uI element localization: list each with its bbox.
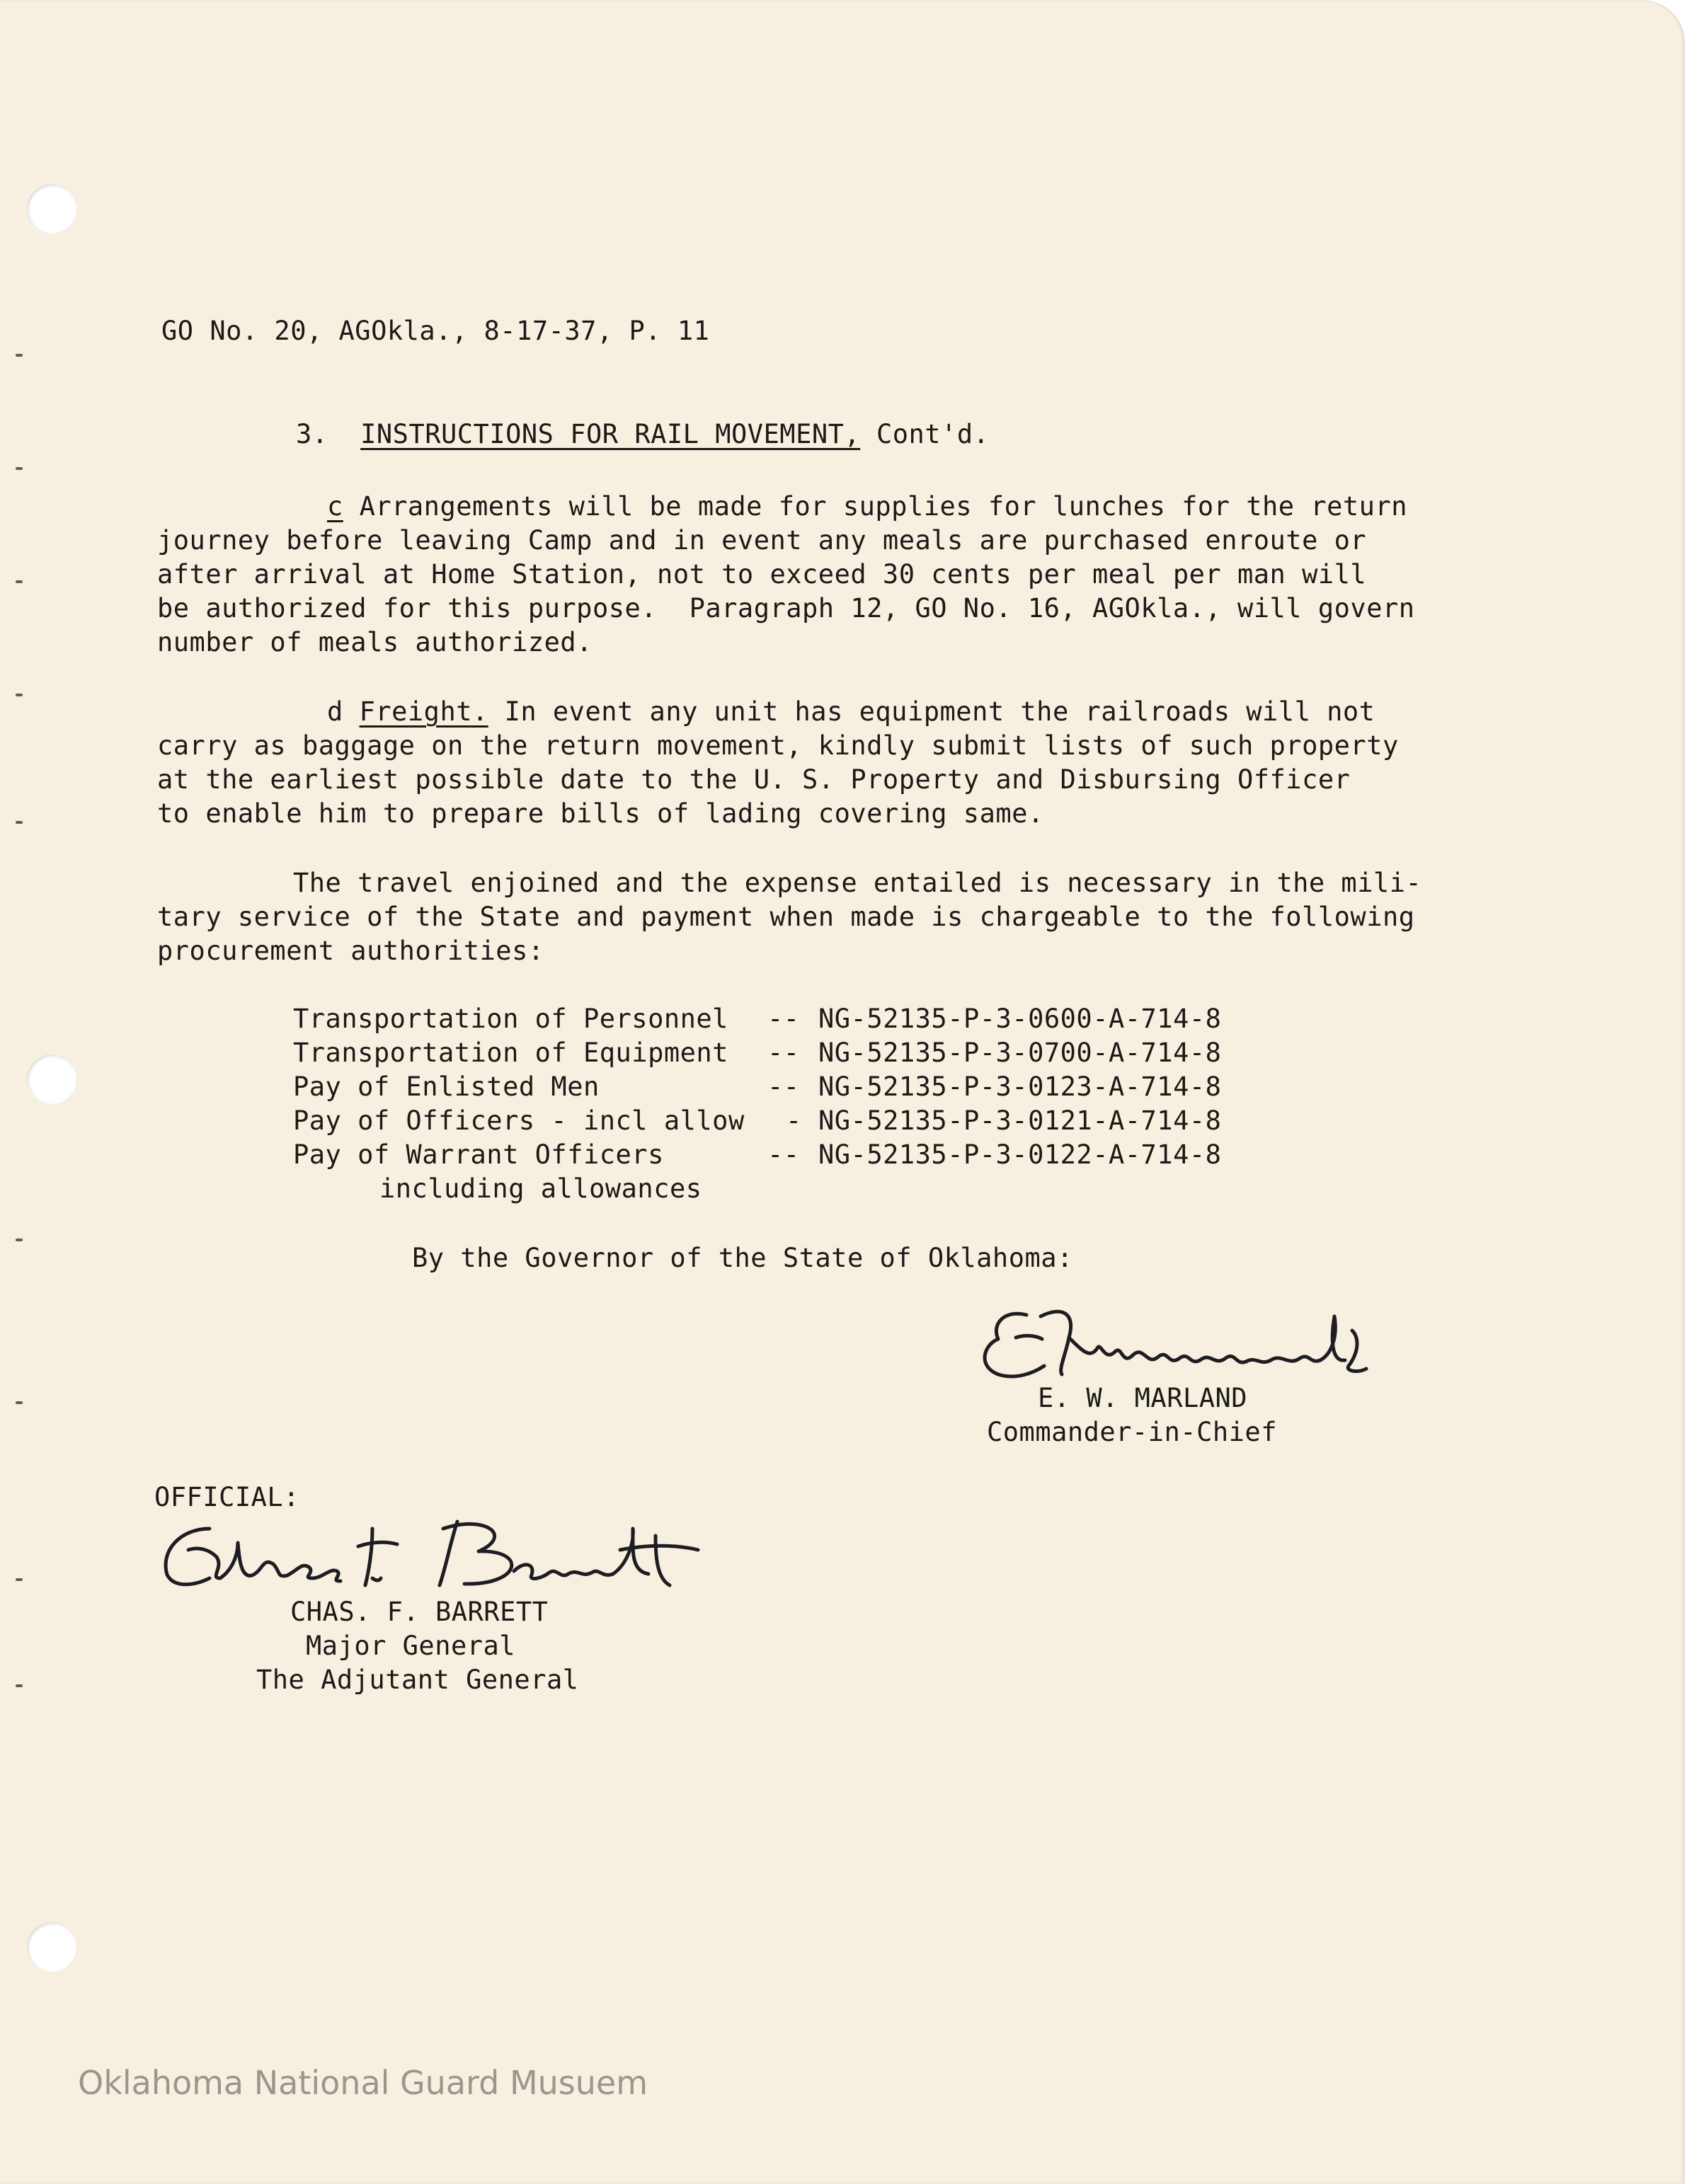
para-d-line-1: d Freight. In event any unit has equipment the railroads will not	[327, 696, 1375, 727]
authority-label: Pay of Warrant Officers	[293, 1139, 664, 1170]
authority-dash: -	[786, 1105, 802, 1136]
authority-label: Transportation of Personnel	[293, 1004, 728, 1034]
para-c-line-5: number of meals authorized.	[157, 627, 593, 657]
para-c-line-2: journey before leaving Camp and in event any meals are purchased enroute or	[157, 525, 1367, 556]
authority-dash: --	[767, 1139, 800, 1170]
authority-code: NG-52135-P-3-0600-A-714-8	[818, 1004, 1222, 1034]
official-name: CHAS. F. BARRETT	[290, 1597, 549, 1627]
margin-mark	[16, 580, 23, 583]
authority-label: Pay of Enlisted Men	[293, 1071, 600, 1102]
official-label: OFFICIAL:	[154, 1482, 299, 1512]
para-c-line-1: c Arrangements will be made for supplies for lunches for the return	[327, 491, 1407, 522]
governor-title: Commander-in-Chief	[987, 1417, 1277, 1447]
section-title-suffix: Cont'd.	[860, 419, 990, 449]
authority-code: NG-52135-P-3-0700-A-714-8	[818, 1038, 1222, 1068]
para-d-line-4: to enable him to prepare bills of lading covering same.	[157, 798, 1044, 829]
margin-mark	[16, 821, 23, 824]
margin-mark	[16, 1401, 23, 1404]
authority-label: Pay of Officers - incl allow	[293, 1105, 745, 1136]
authority-dash: --	[767, 1038, 800, 1068]
authority-code: NG-52135-P-3-0123-A-714-8	[818, 1071, 1222, 1102]
travel-line-3: procurement authorities:	[157, 936, 544, 966]
margin-mark	[16, 1684, 23, 1687]
official-title: The Adjutant General	[256, 1665, 579, 1695]
authority-code: NG-52135-P-3-0122-A-714-8	[818, 1139, 1222, 1170]
section-number: 3.	[296, 419, 328, 449]
para-c-letter: c	[327, 491, 343, 522]
margin-mark	[16, 1238, 23, 1241]
museum-watermark: Oklahoma National Guard Musuem	[78, 2064, 648, 2102]
document-reference: GO No. 20, AGOkla., 8-17-37, P. 11	[161, 316, 710, 346]
governor-by-line: By the Governor of the State of Oklahoma:	[412, 1243, 1073, 1273]
section-heading	[296, 418, 989, 452]
travel-line-1: The travel enjoined and the expense entailed is necessary in the mili-	[293, 868, 1422, 898]
official-rank: Major General	[306, 1631, 516, 1661]
para-d-letter: d	[327, 696, 343, 727]
barrett-signature	[160, 1507, 705, 1607]
authority-label: Transportation of Equipment	[293, 1038, 728, 1068]
governor-name: E. W. MARLAND	[1038, 1383, 1248, 1413]
authorities-note: including allowances	[379, 1173, 702, 1204]
para-d-line-3: at the earliest possible date to the U. S. Property and Disbursing Officer	[157, 764, 1351, 795]
authority-dash: --	[767, 1004, 800, 1034]
marland-signature	[977, 1295, 1373, 1394]
margin-mark	[16, 694, 23, 696]
margin-mark	[16, 354, 23, 357]
authority-dash: --	[767, 1071, 800, 1102]
punch-hole	[27, 1054, 76, 1104]
para-d-line-2: carry as baggage on the return movement, kindly submit lists of such property	[157, 730, 1399, 761]
travel-line-2: tary service of the State and payment when made is chargeable to the following	[157, 902, 1415, 932]
punch-hole	[27, 1922, 76, 1972]
authority-code: NG-52135-P-3-0121-A-714-8	[818, 1105, 1222, 1136]
margin-mark	[16, 1578, 23, 1581]
punch-hole	[27, 184, 76, 234]
para-d-title: Freight.	[359, 696, 488, 727]
para-c-line-4: be authorized for this purpose. Paragraph 12, GO No. 16, AGOkla., will govern	[157, 593, 1415, 623]
section-title: INSTRUCTIONS FOR RAIL MOVEMENT,	[360, 419, 861, 449]
margin-mark	[16, 467, 23, 470]
para-c-line-3: after arrival at Home Station, not to exceed 30 cents per meal per man will	[157, 559, 1367, 590]
